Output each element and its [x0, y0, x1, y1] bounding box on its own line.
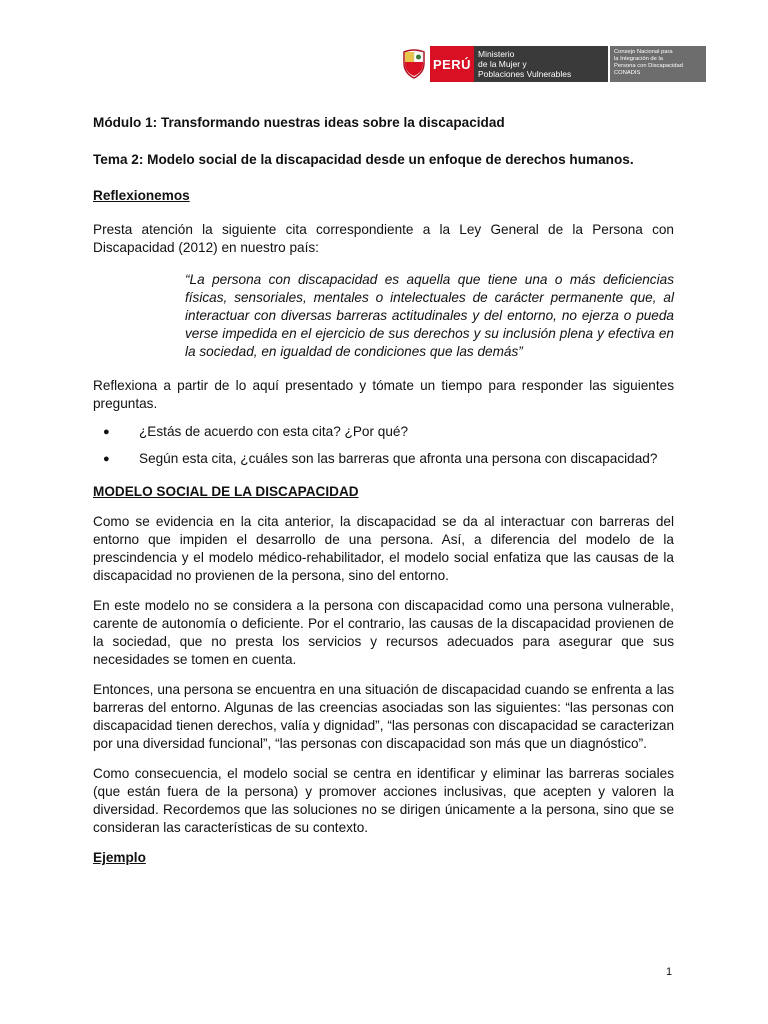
council-label: Consejo Nacional para la Integración de la Persona con Discapacidad CONADIS [608, 46, 706, 82]
paragraph: En este modelo no se considera a la persona con discapacidad como una persona vulnerable, carente de autonomía o deficiente. Por el contrario, las causas de la discapacidad provienen de la sociedad, que no presta los servicios y recursos adecuados para asegurar que sus necesidades se tomen en cuenta. [93, 598, 674, 667]
reflect-paragraph: Reflexiona a partir de lo aquí presentado y tómate un tiempo para responder las siguientes preguntas. [93, 378, 674, 411]
peru-label: PERÚ [430, 46, 474, 82]
bullet-icon: ● [103, 453, 110, 465]
topic-title: Tema 2: Modelo social de la discapacidad desde un enfoque de derechos humanos. [93, 152, 634, 167]
list-item [93, 423, 674, 441]
ministry-label: Ministerio de la Mujer y Poblaciones Vulnerables [474, 46, 608, 82]
document-body [93, 114, 674, 867]
coat-of-arms-icon [398, 46, 430, 82]
header-logos [398, 46, 706, 82]
module-title: Módulo 1: Transformando nuestras ideas sobre la discapacidad [93, 115, 505, 130]
bullet-icon: ● [103, 426, 110, 438]
paragraph: Entonces, una persona se encuentra en una situación de discapacidad cuando se enfrenta a las barreras del entorno. Algunas de las creencias asociadas son las siguientes: “las personas con discapacidad tienen derechos, valía y dignidad”, “las personas con discapacidad se caracterizan por una diversidad funcional”, “las personas con discapacidad son más que un diagnóstico”. [93, 682, 674, 751]
reflect-heading: Reflexionemos [93, 188, 190, 203]
paragraph: Como se evidencia en la cita anterior, la discapacidad se da al interactuar con barreras del entorno que impiden el desarrollo de una persona. Así, a diferencia del modelo de la prescindencia y el modelo médico-rehabilitador, el modelo social enfatiza que las causas de la discapacidad no provienen de la persona, sino del entorno. [93, 514, 674, 583]
list-item [93, 450, 674, 468]
question-text: Según esta cita, ¿cuáles son las barreras que afronta una persona con discapacidad? [139, 451, 658, 466]
law-quote: “La persona con discapacidad es aquella que tiene una o más deficiencias físicas, sensoriales, mentales o intelectuales de carácter permanente que, al interactuar con diversas barreras actitudinales y del entorno, no ejerza o pueda verse impedida en el ejercicio de sus derechos y su inclusión plena y efectiva en la sociedad, en igualdad de condiciones que las demás” [185, 272, 674, 359]
model-heading: MODELO SOCIAL DE LA DISCAPACIDAD [93, 484, 359, 499]
question-text: ¿Estás de acuerdo con esta cita? ¿Por qué? [139, 424, 409, 439]
example-heading: Ejemplo [93, 850, 146, 865]
intro-paragraph: Presta atención la siguiente cita correspondiente a la Ley General de la Persona con Discapacidad (2012) en nuestro país: [93, 222, 674, 255]
page-number: 1 [666, 966, 673, 978]
question-list [93, 423, 674, 468]
paragraph: Como consecuencia, el modelo social se centra en identificar y eliminar las barreras sociales (que están fuera de la persona) y promover acciones inclusivas, que acepten y valoren la diversidad. Recordemos que las soluciones no se dirigen únicamente a la persona, sino que se consideran las características de su contexto. [93, 766, 674, 835]
